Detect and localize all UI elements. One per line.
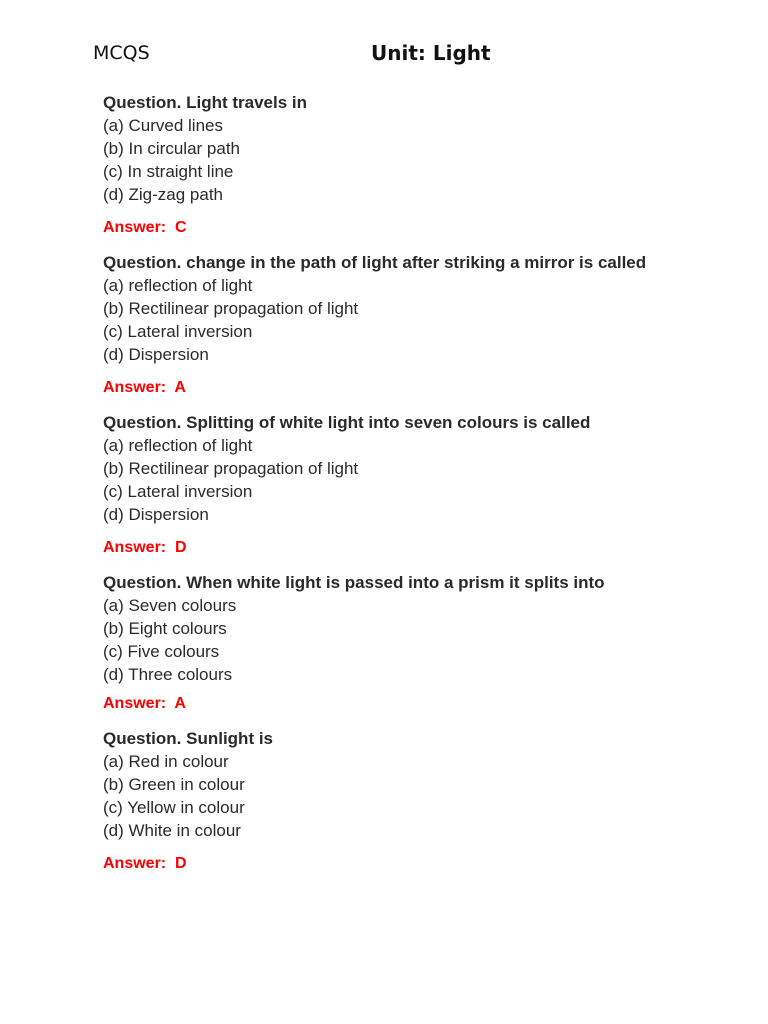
question-text: Question. change in the path of light after striking a mirror is called <box>103 253 647 272</box>
option-c: (c) Lateral inversion <box>103 482 253 501</box>
header-label: MCQS <box>93 42 150 64</box>
option-list <box>103 434 723 526</box>
option-b: (b) Eight colours <box>103 619 227 638</box>
question-text: Question. Light travels in <box>103 93 308 112</box>
question-block <box>103 251 723 366</box>
question-text: Question. Splitting of white light into seven colours is called <box>103 413 591 432</box>
option-list <box>103 750 723 842</box>
answer-text: Answer: A <box>103 695 186 712</box>
question-text: Question. Sunlight is <box>103 729 273 748</box>
option-d: (d) Dispersion <box>103 505 209 524</box>
option-c: (c) Five colours <box>103 642 220 661</box>
question-text: Question. When white light is passed into a prism it splits into <box>103 573 605 592</box>
option-c: (c) In straight line <box>103 162 234 181</box>
option-c: (c) Lateral inversion <box>103 322 253 341</box>
option-d: (d) Zig-zag path <box>103 185 223 204</box>
question-block <box>103 91 723 206</box>
answer-text: Answer: A <box>103 379 186 396</box>
answer-text: Answer: C <box>103 219 187 236</box>
option-b: (b) Green in colour <box>103 775 245 794</box>
option-c: (c) Yellow in colour <box>103 798 245 817</box>
option-list <box>103 114 723 206</box>
page-header <box>0 40 768 70</box>
answer-text: Answer: D <box>103 855 187 872</box>
option-list <box>103 274 723 366</box>
question-block <box>103 411 723 526</box>
question-block <box>103 571 723 686</box>
option-d: (d) Dispersion <box>103 345 209 364</box>
option-a: (a) Seven colours <box>103 596 237 615</box>
option-b: (b) Rectilinear propagation of light <box>103 459 359 478</box>
answer-text: Answer: D <box>103 539 187 556</box>
option-a: (a) Red in colour <box>103 752 229 771</box>
page-title: Unit: Light <box>371 41 491 65</box>
option-list <box>103 594 723 686</box>
option-b: (b) Rectilinear propagation of light <box>103 299 359 318</box>
option-a: (a) reflection of light <box>103 436 253 455</box>
option-d: (d) White in colour <box>103 821 241 840</box>
option-a: (a) Curved lines <box>103 116 223 135</box>
question-block <box>103 727 723 842</box>
option-b: (b) In circular path <box>103 139 240 158</box>
option-a: (a) reflection of light <box>103 276 253 295</box>
option-d: (d) Three colours <box>103 665 233 684</box>
